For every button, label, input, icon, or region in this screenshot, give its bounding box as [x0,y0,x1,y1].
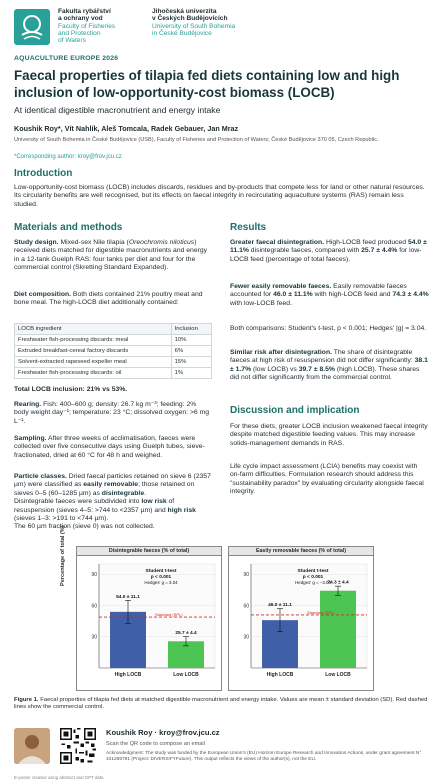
diet-composition-body: Both diets contained 21% poultry meat and bone meal. The high-LOCB diet additionally contained: [14,291,203,307]
chart-plot [229,556,375,692]
data-label: 54.0 ± 11.1 [116,594,140,600]
rearing-text [14,401,212,426]
university-en-line1: University of South Bohemia [152,22,236,30]
particle-text-c: . [144,489,146,497]
diet-composition-text [14,291,212,308]
subdivision-text-c: (sieves 1–3: >191 to <744 µm). [14,515,109,523]
data-label: 25.7 ± 4.4 [175,631,197,637]
table-row [15,357,212,368]
affiliation: University of South Bohemia in České Budějovice (USB), Faculty of Fisheries and Protection of Waters; České Budějovice 370 05, Czech Republic. [14,137,379,143]
chart-plot [77,556,223,692]
test-annotation: p < 0.001 [150,575,172,580]
chart-y-axis-label: Percentage of total (%) [60,525,66,586]
result4-text-a: The share of disintegrable faeces at high risk of resuspension did not differ significantly: [230,349,413,365]
table-cell: Freshwater fish-processing discards: oil [15,368,172,379]
table-header-row [15,324,212,335]
poster-subtitle: At identical digestible macronutrient and energy intake [14,105,221,115]
intro-heading: Introduction [14,168,73,179]
study-text-b: ) received diets matched for digestible macronutrients and energy in a 12-tank Guelph RAS: four tanks per diet and four for the commercial control (Skretting Standard Expanded). [14,239,208,272]
chart-easily-removable [228,546,374,691]
result1-text-b: disintegrable faeces, compared with [250,247,360,255]
result2-text-c: with low-LOCB feed. [230,299,292,307]
person-icon [14,728,50,764]
x-tick-label: High LOCB [114,672,142,678]
footer-made-note: E-poster created using abstract and GPT data [14,775,104,780]
bar [320,591,356,668]
discussion-p2: Life cycle impact assessment (LCIA) benefits may coexist with on-farm difficulties. Formulation research should address this "sustainability paradox" by evaluating circularity alongside faecal integrity. [230,463,424,496]
x-tick-label: Low LOCB [173,672,199,678]
particle-classes-text [14,473,212,532]
table-cell: Solvent-extracted rapeseed expeller meal [15,357,172,368]
particle-text-b: ; those retained on sieves 0–5 (60–1285 µm) as [14,481,195,497]
university-cz-line2: v Českých Budějovicích [152,15,228,23]
faculty-en-line2: and Protection [58,29,101,37]
result2-value-low: 74.3 ± 4.4% [392,291,429,299]
faculty-cz-line2: a ochrany vod [58,15,103,23]
table-cell: Freshwater fish-processing discards: meal [15,335,172,346]
faculty-name [58,8,115,44]
result-disintegration [230,239,429,264]
particle-classes-lead: Particle classes. [14,473,67,480]
control-label: Standard (SPL) [155,611,183,617]
result-risk [230,349,429,383]
result4-value-high: 39.7 ± 8.5% [298,365,335,373]
result2-value-high: 46.0 ± 11.1% [273,291,313,299]
table-row [15,335,212,346]
chart-title: Easily removable faeces (% of total) [229,547,373,556]
x-tick-label: High LOCB [266,672,294,678]
table-cell: 1% [171,368,211,379]
sampling-body: After three weeks of acclimatisation, faeces were collected over five consecutive days using Guelph tubes, sieve-fractionated, dried at 60 °C for 48 h and weighed. [14,435,205,459]
corresponding-author[interactable]: *Corresponding author: kroy@frov.jcu.cz [14,154,122,160]
sampling-lead: Sampling. [14,435,47,442]
discussion-p1: For these diets, greater LOCB inclusion weakened faecal integrity despite matched digestible feeding values. This may increase solids-management demands in RAS. [230,423,428,447]
y-tick-label: 60 [243,603,249,610]
x-tick-label: Low LOCB [325,672,351,678]
disintegrable-term: disintegrable [101,489,145,497]
discussion-heading: Discussion and implication [230,405,360,416]
university-name [152,8,235,37]
data-label: 46.0 ± 11.1 [268,603,292,609]
study-text-a: Mixed-sex Nile tilapia ( [60,239,129,246]
faculty-en-line3: of Waters [58,37,86,45]
faculty-cz-line1: Fakulta rybářství [58,8,111,15]
table-header-inclusion: Inclusion [171,324,211,335]
result1-value-low: 25.7 ± 4.4% [361,247,398,255]
footer-scan-hint: Scan the QR code to compose an email [106,741,205,747]
test-annotation: Student t-test [297,569,329,574]
subdivision-text-b: of resuspension (sieves 4–5: >744 to <2357 µm) and [14,498,175,514]
result-removable-lead: Fewer easily removable faeces. [230,283,332,290]
control-label: Standard (SPL) [307,609,335,615]
qr-code-icon[interactable] [60,728,96,764]
rearing-lead: Rearing. [14,401,42,408]
figure-caption-lead: Figure 1. [14,697,39,703]
study-design-text [14,239,212,273]
faculty-logo [14,9,50,45]
result1-text-c: for low-LOCB feed (percentage of total faeces). [230,247,422,263]
footer-author-name[interactable]: Koushik Roy · kroy@frov.jcu.cz [106,728,220,737]
poster-title: Faecal properties of tilapia fed diets containing low and high inclusion of low-opportunity-cost biomass (LOCB) [14,68,400,100]
test-annotation: Hedges' g = 3.04 [144,580,178,585]
table-header-ingredient: LOCB ingredient [15,324,172,335]
subdivision-text-d: The 60 µm fraction (sieve 0) was not collected. [14,523,155,531]
result4-value-low: 38.1 ± 1.7% [230,357,428,373]
result4-text-c: (high LOCB). These shares did not differ significantly from the commercial control. [230,365,420,382]
table-row [15,368,212,379]
ingredient-table [14,323,212,379]
table-row [15,346,212,357]
high-risk-term: high risk [167,506,196,514]
figure-caption-body: Faecal properties of tilapia fed diets at matched digestible macronutrient and energy intake. Values are mean ± standard deviation (SD). Red dashed lines show the commercial control. [14,697,428,711]
test-annotation: p < 0.001 [302,575,324,580]
chart-title: Disintegrable faeces (% of total) [77,547,221,556]
intro-text: Low-opportunity-cost biomass (LOCB) includes discards, residues and by-products that compete less for land or other natural resources. Its circularity benefits are well recognised, but its effects on faecal integrity in recirculating aquaculture systems (RAS) remain less studied. [14,184,425,208]
easily-removable-term: easily removable [83,481,139,489]
result2-text-b: with high-LOCB feed and [314,291,391,299]
university-cz-line1: Jihočeská univerzita [152,8,217,15]
subdivision-text-a: Disintegrable faeces were subdivided into [14,498,140,506]
particle-text-a: Dried faecal particles retained on sieve 6 (2357 µm) were classified as [14,473,211,489]
header [0,0,441,50]
low-risk-term: low risk [141,498,167,506]
result-statistics: Both comparisons: Student's t-test, p < 0.001; Hedges' |g| = 3.04. [230,325,427,332]
university-en-line2: in České Budějovice [152,29,212,37]
result1-value-high: 54.0 ± 11.1% [230,239,427,255]
species-name: Oreochromis niloticus [128,239,195,246]
authors: Koushik Roy*, Vít Nahlík, Aleš Tomcala, Radek Gebauer, Jan Mraz [14,124,239,133]
result2-text-a: Easily removable faeces accounted for [230,283,407,299]
figure-caption [14,697,429,711]
study-design-lead: Study design. [14,239,59,246]
footer-acknowledgment: Acknowledgment: The study was funded by the European Union's (EU) Horizon Europe Research and Innovation Actions, under grant agreement N° 101286791 (Project: DIVERSIFYFuture). This output reflects the views of the author(s), not the EU. [106,751,422,762]
y-tick-label: 90 [243,572,249,579]
conference-label: AQUACULTURE EUROPE 2026 [14,55,119,62]
test-annotation: Student t-test [145,569,177,574]
chart-disintegrable [76,546,222,691]
result-risk-lead: Similar risk after disintegration. [230,349,332,356]
faculty-en-line1: Faculty of Fisheries [58,22,116,30]
result-disintegration-lead: Greater faecal disintegration. [230,239,325,246]
data-label: 74.3 ± 4.4 [327,580,349,586]
table-cell: Extruded breakfast-cereal factory discards [15,346,172,357]
test-annotation: Hedges' g = −3.04 [295,580,331,585]
table-cell: 10% [171,335,211,346]
result-removable [230,283,429,308]
diet-composition-lead: Diet composition. [14,291,72,298]
author-photo [14,728,50,764]
total-inclusion: Total LOCB inclusion: 21% vs 53%. [14,386,128,393]
result4-text-b: (low LOCB) vs [253,365,297,373]
table-cell: 6% [171,346,211,357]
table-cell: 15% [171,357,211,368]
results-heading: Results [230,222,267,233]
y-tick-label: 90 [91,572,97,579]
sampling-text [14,435,212,460]
result1-text-a: High-LOCB feed produced [325,239,407,246]
y-tick-label: 30 [91,634,97,641]
methods-heading: Materials and methods [14,222,123,233]
y-tick-label: 30 [243,634,249,641]
y-tick-label: 60 [91,603,97,610]
rearing-body: Fish: 400–600 g; density: 26.7 kg m⁻³; feeding: 2% body weight day⁻¹; temperature: 23 °C; dissolved oxygen: >6 mg L⁻¹. [14,401,210,425]
